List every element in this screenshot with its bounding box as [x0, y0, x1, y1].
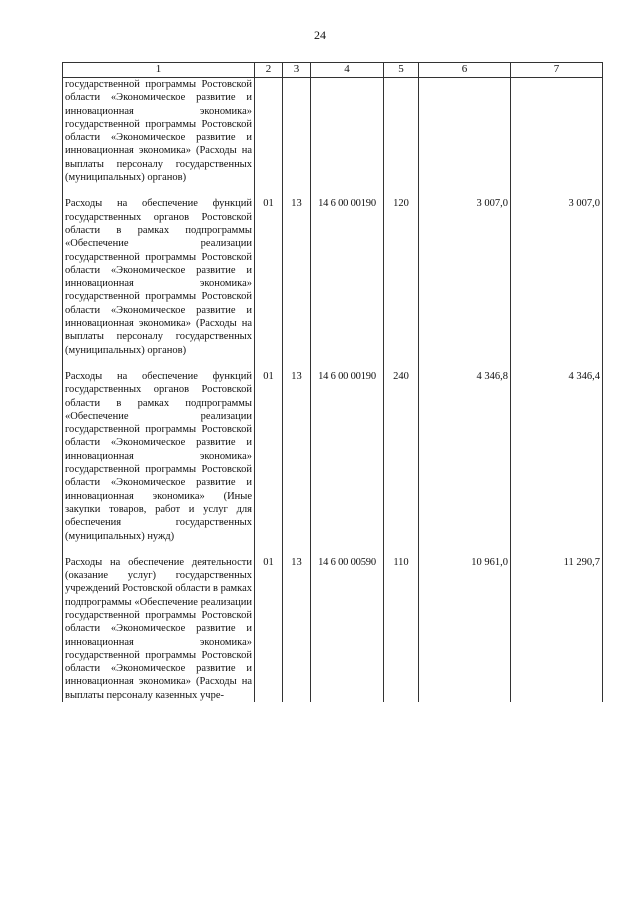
- row-description: Расходы на обеспечение функций государственных органов Ростовской области в рамках подпрограммы «Обеспечение реализации государственной программы Ростовской области «Экономическое развитие и инновационная экономика» государственной программы Ростовской области «Экономическое развитие и инновационная экономика» (Иные закупки товаров, работ и услуг для обеспечения государственных (муниципальных) нужд): [63, 370, 255, 543]
- row-amount-1: [419, 78, 511, 185]
- row-amount-2: 3 007,0: [511, 197, 603, 357]
- row-amount-1: 4 346,8: [419, 370, 511, 543]
- table-row: [63, 197, 603, 357]
- row-description: Расходы на обеспечение деятельности (оказание услуг) государственных учреждений Ростовской области в рамках подпрограммы «Обеспечение реализации государственной программы Ростовской области «Экономическое развитие и инновационная экономика» государственной программы Ростовской области «Экономическое развитие и инновационная экономика» (Расходы на выплаты персоналу казенных учре-: [63, 556, 255, 702]
- table-header-row: [63, 63, 603, 78]
- col-header-3: 3: [283, 63, 311, 78]
- row-amount-1: 10 961,0: [419, 556, 511, 702]
- row-section: 01: [255, 197, 283, 357]
- budget-table: [62, 62, 603, 702]
- row-description: Расходы на обеспечение функций государственных органов Ростовской области в рамках подпрограммы «Обеспечение реализации государственной программы Ростовской области «Экономическое развитие и инновационная экономика» государственной программы Ростовской области «Экономическое развитие и инновационная экономика» (Расходы на выплаты персоналу государственных (муниципальных) органов): [63, 197, 255, 357]
- table-row: [63, 556, 603, 702]
- row-expense-type: 240: [384, 370, 419, 543]
- row-expense-type: 120: [384, 197, 419, 357]
- row-target-article: 14 6 00 00590: [311, 556, 384, 702]
- row-target-article: [311, 78, 384, 185]
- row-subsection: 13: [283, 556, 311, 702]
- row-section: [255, 78, 283, 185]
- row-expense-type: 110: [384, 556, 419, 702]
- row-subsection: 13: [283, 197, 311, 357]
- col-header-6: 6: [419, 63, 511, 78]
- row-expense-type: [384, 78, 419, 185]
- row-subsection: 13: [283, 370, 311, 543]
- col-header-5: 5: [384, 63, 419, 78]
- row-amount-2: 11 290,7: [511, 556, 603, 702]
- page-number: 24: [314, 28, 326, 42]
- col-header-4: 4: [311, 63, 384, 78]
- table-row: [63, 370, 603, 543]
- row-target-article: 14 6 00 00190: [311, 197, 384, 357]
- table-row: [63, 78, 603, 185]
- row-amount-2: [511, 78, 603, 185]
- row-subsection: [283, 78, 311, 185]
- col-header-1: 1: [63, 63, 255, 78]
- row-amount-1: 3 007,0: [419, 197, 511, 357]
- row-section: 01: [255, 556, 283, 702]
- col-header-2: 2: [255, 63, 283, 78]
- row-section: 01: [255, 370, 283, 543]
- col-header-7: 7: [511, 63, 603, 78]
- row-target-article: 14 6 00 00190: [311, 370, 384, 543]
- row-description: государственной программы Ростовской области «Экономическое развитие и инновационная экономика» государственной программы Ростовской области «Экономическое развитие и инновационная экономика» (Расходы на выплаты персоналу государственных (муниципальных) органов): [63, 78, 255, 185]
- row-amount-2: 4 346,4: [511, 370, 603, 543]
